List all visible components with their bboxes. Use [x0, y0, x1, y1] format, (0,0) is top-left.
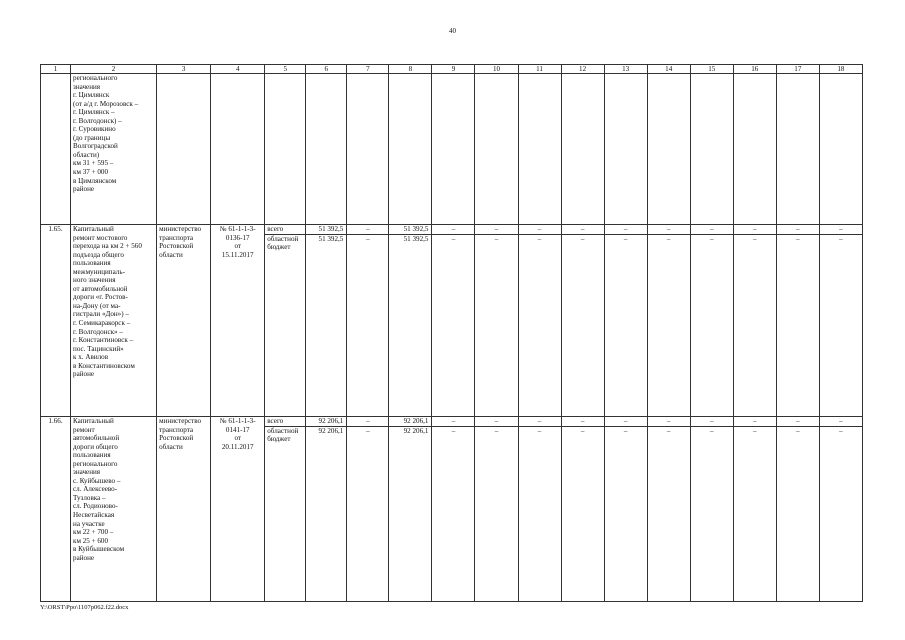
- executor: [157, 225, 211, 417]
- text-line: области: [159, 442, 183, 451]
- value-total: 51 392,5: [306, 225, 346, 235]
- value-regional: –: [666, 426, 671, 435]
- column-number-3: 3: [157, 65, 211, 74]
- text-line: министерство: [159, 417, 202, 425]
- text-line: 0141-17: [225, 425, 250, 434]
- text-line: автомобильной: [73, 434, 120, 443]
- table-cell: [306, 74, 347, 225]
- text-line: 20.11.2017: [221, 442, 254, 451]
- value-cell-col-17: [776, 417, 819, 602]
- value-regional: –: [451, 234, 456, 243]
- funding-source: [265, 417, 306, 602]
- document-reference: [211, 225, 265, 417]
- value-cell-col-14: [647, 417, 690, 602]
- value-regional: –: [623, 426, 628, 435]
- column-number-11: 11: [518, 65, 561, 74]
- object-description: [71, 417, 157, 602]
- value-cell-col-7: [347, 225, 389, 417]
- value-regional: –: [451, 426, 456, 435]
- value-regional: –: [366, 426, 370, 435]
- column-number-5: 5: [265, 65, 306, 74]
- value-cell-col-8: [389, 417, 432, 602]
- text-line: дороги общего: [73, 442, 118, 451]
- value-total: –: [475, 417, 517, 427]
- column-number-12: 12: [561, 65, 604, 74]
- value-total: –: [605, 225, 647, 235]
- column-number-6: 6: [306, 65, 347, 74]
- text-line: значения: [73, 468, 101, 477]
- text-line: Ростовской: [159, 242, 194, 251]
- column-number-9: 9: [432, 65, 475, 74]
- table-row: [41, 417, 863, 602]
- value-regional: –: [839, 426, 843, 435]
- text-line: г. Семикаракорск –: [73, 319, 131, 328]
- text-line: г. Суровикино: [73, 125, 116, 134]
- value-total: –: [347, 225, 388, 235]
- text-line: в Константиновском: [73, 361, 135, 370]
- value-cell-col-12: [561, 417, 604, 602]
- table-cell: [690, 74, 733, 225]
- value-total: –: [820, 417, 862, 427]
- column-number-14: 14: [647, 65, 690, 74]
- value-regional: –: [623, 234, 628, 243]
- value-regional: 51 392,5: [318, 234, 344, 243]
- value-cell-col-12: [561, 225, 604, 417]
- value-regional: –: [753, 234, 757, 243]
- value-regional: –: [494, 234, 499, 243]
- text-line: межмуниципаль-: [73, 267, 125, 276]
- text-line: перехода на км 2 + 560: [73, 242, 142, 251]
- text-line: ремонт: [73, 425, 95, 434]
- text-line: областной: [267, 234, 299, 243]
- text-line: министерство: [159, 225, 202, 233]
- value-cell-col-7: [347, 417, 389, 602]
- value-cell-col-16: [733, 225, 776, 417]
- value-cell-col-18: [819, 225, 862, 417]
- text-line: Несветайская: [73, 511, 115, 520]
- text-line: (от а/д г. Морозовск –: [73, 99, 139, 108]
- text-line: к х. Авилов: [73, 353, 109, 362]
- text-line: Капитальный: [73, 225, 114, 233]
- column-number-7: 7: [347, 65, 389, 74]
- table-cell: [733, 74, 776, 225]
- text-line: пользования: [73, 451, 111, 460]
- value-regional: 51 392,5: [403, 234, 429, 243]
- table-cell: [561, 74, 604, 225]
- value-total: –: [347, 417, 388, 427]
- text-line: в Куйбышевском: [73, 545, 125, 554]
- text-line: дороги «г. Ростов-: [73, 293, 128, 302]
- value-regional: –: [366, 234, 370, 243]
- table-cell: [647, 74, 690, 225]
- value-regional: –: [796, 234, 800, 243]
- text-line: регионального: [73, 459, 118, 468]
- value-cell-col-9: [432, 225, 475, 417]
- text-line: от автомобильной: [73, 284, 128, 293]
- value-regional: –: [494, 426, 499, 435]
- table-cell: [41, 74, 71, 225]
- table-row-continuation: [41, 74, 863, 225]
- value-total: –: [475, 225, 517, 235]
- table-cell: [211, 74, 265, 225]
- text-line: ного значения: [73, 276, 116, 285]
- value-cell-col-15: [690, 417, 733, 602]
- text-line: г. Цимлянск –: [73, 108, 115, 117]
- value-cell-col-11: [518, 225, 561, 417]
- funding-regional-budget: [265, 235, 305, 252]
- value-cell-col-10: [475, 417, 518, 602]
- value-total: 92 206,1: [389, 417, 431, 427]
- table-cell: [518, 74, 561, 225]
- column-number-17: 17: [776, 65, 819, 74]
- text-line: на-Дону (от ма-: [73, 301, 121, 310]
- column-number-1: 1: [41, 65, 71, 74]
- value-total: –: [432, 225, 474, 235]
- value-cell-col-13: [604, 417, 647, 602]
- value-cell-col-17: [776, 225, 819, 417]
- value-total: –: [519, 225, 561, 235]
- value-total: –: [432, 417, 474, 427]
- text-line: сл. Алексеево-: [73, 485, 118, 494]
- value-cell-col-6: [306, 225, 347, 417]
- funding-source: [265, 225, 306, 417]
- value-total: –: [648, 417, 690, 427]
- value-cell-col-10: [475, 225, 518, 417]
- table-cell: [776, 74, 819, 225]
- value-regional: 92 206,1: [318, 426, 344, 435]
- value-cell-col-11: [518, 417, 561, 602]
- table-cell: [389, 74, 432, 225]
- column-number-18: 18: [819, 65, 862, 74]
- value-total: 51 392,5: [389, 225, 431, 235]
- executor: [157, 417, 211, 602]
- funding-total: всего: [265, 225, 305, 235]
- table-cell: [265, 74, 306, 225]
- text-line: подъезда общего: [73, 250, 124, 259]
- text-line: бюджет: [267, 435, 291, 444]
- text-line: (до границы: [73, 133, 111, 142]
- text-line: 15.11.2017: [221, 250, 254, 259]
- column-number-16: 16: [733, 65, 776, 74]
- text-line: км 25 + 600: [73, 536, 109, 545]
- column-number-10: 10: [475, 65, 518, 74]
- text-line: гистрали «Дон») –: [73, 310, 129, 319]
- text-line: ремонт мостового: [73, 233, 128, 242]
- text-line: транспорта: [159, 425, 194, 434]
- text-line: областной: [267, 426, 299, 435]
- text-line: области: [159, 250, 183, 259]
- value-regional: –: [666, 234, 671, 243]
- text-line: в Цимлянском: [73, 176, 117, 185]
- value-regional: –: [537, 234, 542, 243]
- column-number-4: 4: [211, 65, 265, 74]
- page-number: 40: [449, 27, 456, 35]
- object-description: [71, 225, 157, 417]
- value-total: –: [562, 225, 604, 235]
- value-regional: 92 206,1: [403, 426, 429, 435]
- text-line: Волгоградской: [73, 142, 118, 151]
- value-cell-col-6: [306, 417, 347, 602]
- value-cell-col-13: [604, 225, 647, 417]
- value-total: –: [734, 225, 776, 235]
- text-line: Ростовской: [159, 434, 194, 443]
- text-line: 0136-17: [225, 233, 250, 242]
- text-line: км 22 + 700 –: [73, 528, 114, 537]
- value-regional: –: [537, 426, 542, 435]
- table-cell: [432, 74, 475, 225]
- text-line: № 61-1-1-3-: [219, 225, 256, 233]
- value-regional: –: [580, 426, 585, 435]
- funding-regional-budget: [265, 427, 305, 444]
- value-regional: –: [580, 234, 585, 243]
- text-line: км 31 + 595 –: [73, 159, 114, 168]
- column-number-8: 8: [389, 65, 432, 74]
- value-total: 92 206,1: [306, 417, 346, 427]
- value-cell-col-15: [690, 225, 733, 417]
- column-number-13: 13: [604, 65, 647, 74]
- table-cell: [604, 74, 647, 225]
- column-number-row: [41, 65, 863, 74]
- text-line: на участке: [73, 519, 105, 528]
- text-line: г. Константиновск –: [73, 336, 134, 345]
- value-cell-col-14: [647, 225, 690, 417]
- value-total: –: [691, 225, 733, 235]
- text-line: Капитальный: [73, 417, 114, 425]
- value-cell-col-9: [432, 417, 475, 602]
- value-cell-col-18: [819, 417, 862, 602]
- text-line: № 61-1-1-3-: [219, 417, 256, 425]
- text-line: Тузловка –: [73, 493, 106, 502]
- text-line: от: [234, 242, 241, 251]
- value-regional: –: [709, 426, 714, 435]
- value-cell-col-8: [389, 225, 432, 417]
- text-line: регионального: [73, 74, 118, 82]
- value-total: –: [648, 225, 690, 235]
- value-total: –: [777, 225, 819, 235]
- value-regional: –: [709, 234, 714, 243]
- value-total: –: [605, 417, 647, 427]
- value-total: –: [691, 417, 733, 427]
- row-number: 1.66.: [41, 417, 71, 602]
- column-number-2: 2: [71, 65, 157, 74]
- document-path: Y:\ORST\Ppo\1107p062.f22.docx: [40, 604, 129, 611]
- row-number: 1.65.: [41, 225, 71, 417]
- text-line: районе: [73, 370, 95, 379]
- text-line: г. Волгодонск» –: [73, 327, 123, 336]
- value-total: –: [777, 417, 819, 427]
- table-cell: [475, 74, 518, 225]
- document-reference: [211, 417, 265, 602]
- text-line: км 37 + 000: [73, 168, 109, 177]
- text-line: г. Цимлянск: [73, 91, 110, 100]
- value-total: –: [562, 417, 604, 427]
- value-total: –: [734, 417, 776, 427]
- text-line: пользования: [73, 259, 111, 268]
- table-cell: [157, 74, 211, 225]
- text-line: от: [234, 434, 241, 443]
- value-total: –: [519, 417, 561, 427]
- budget-table: [40, 64, 863, 602]
- table-cell: [819, 74, 862, 225]
- text-line: районе: [73, 185, 95, 194]
- value-regional: –: [839, 234, 843, 243]
- value-regional: –: [796, 426, 800, 435]
- text-line: с. Куйбышево –: [73, 476, 121, 485]
- object-description: [71, 74, 157, 225]
- funding-total: всего: [265, 417, 305, 427]
- text-line: сл. Родионово-: [73, 502, 118, 511]
- column-number-15: 15: [690, 65, 733, 74]
- value-cell-col-16: [733, 417, 776, 602]
- text-line: г. Волгодонск) –: [73, 116, 122, 125]
- value-total: –: [820, 225, 862, 235]
- text-line: бюджет: [267, 243, 291, 252]
- table-row: [41, 225, 863, 417]
- text-line: районе: [73, 553, 95, 562]
- text-line: пос. Тацинский»: [73, 344, 124, 353]
- text-line: области): [73, 150, 100, 159]
- text-line: транспорта: [159, 233, 194, 242]
- text-line: значения: [73, 82, 101, 91]
- value-regional: –: [753, 426, 757, 435]
- table-cell: [347, 74, 389, 225]
